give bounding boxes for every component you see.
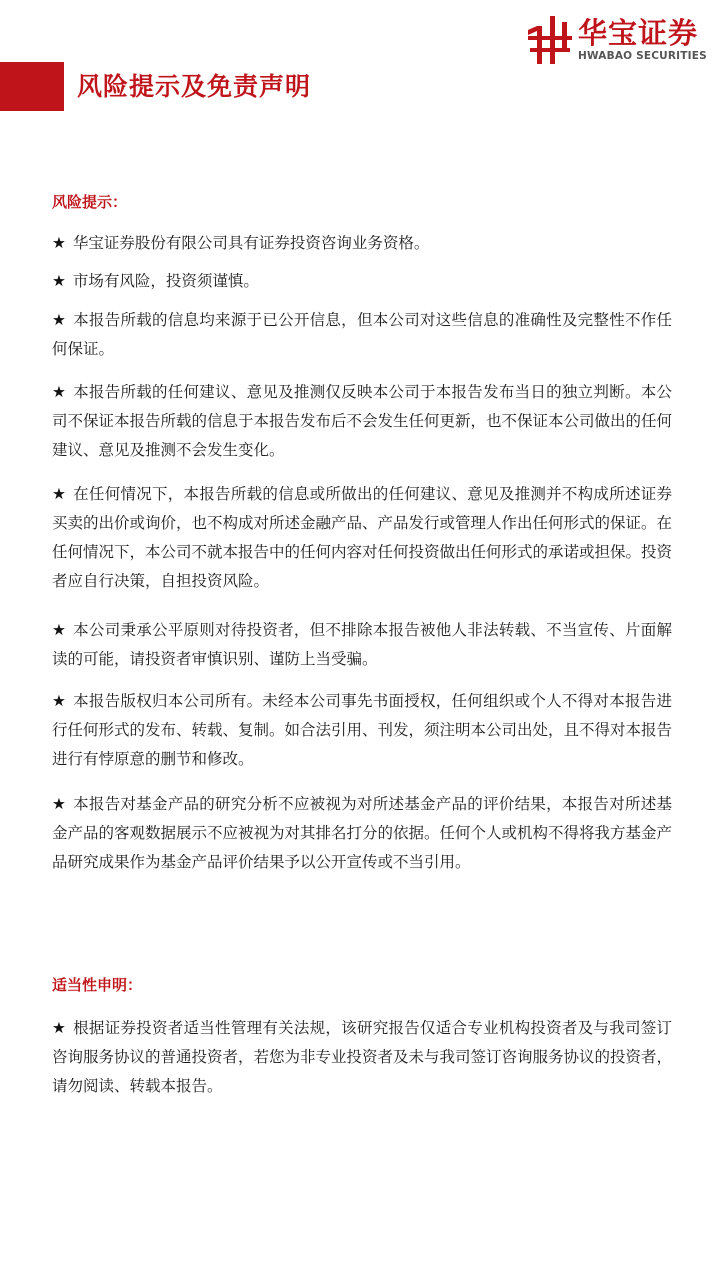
star-bullet-icon: ★ [52,795,66,813]
hwabao-logo-icon [528,16,572,64]
page-title: 风险提示及免责声明 [77,72,312,101]
risk-item-8: ★ 本报告对基金产品的研究分析不应被视为对所述基金产品的评价结果，本报告对所述基金产品的客观数据展示不应被视为对其排名打分的依据。任何个人或机构不得将我方基金产品研究成果作为基金产品评价结果予以公开宣传或不当引用。 [52,790,672,877]
star-bullet-icon: ★ [52,621,66,639]
title-accent-bar [0,62,64,111]
logo-chinese-name: 华宝证券 [578,16,699,50]
logo-english-name: HWABAO SECURITIES [578,50,707,62]
risk-item-6: ★ 本公司秉承公平原则对待投资者，但不排除本报告被他人非法转载、不当宣传、片面解读的可能，请投资者审慎识别、谨防上当受骗。 [52,616,672,674]
risk-item-7: ★ 本报告版权归本公司所有。未经本公司事先书面授权，任何组织或个人不得对本报告进行任何形式的发布、转载、复制。如合法引用、刊发，须注明本公司出处，且不得对本报告进行有悖原意的删节和修改。 [52,687,672,774]
risk-item-2: ★ 市场有风险，投资须谨慎。 [52,267,672,296]
star-bullet-icon: ★ [52,1019,66,1037]
risk-heading: 风险提示： [52,193,128,211]
star-bullet-icon: ★ [52,234,66,252]
suitability-heading: 适当性申明： [52,976,143,994]
star-bullet-icon: ★ [52,485,66,503]
star-bullet-icon: ★ [52,272,66,290]
risk-item-3: ★ 本报告所载的信息均来源于已公开信息，但本公司对这些信息的准确性及完整性不作任何保证。 [52,306,672,364]
suitability-item-1: ★ 根据证券投资者适当性管理有关法规，该研究报告仅适合专业机构投资者及与我司签订咨询服务协议的普通投资者，若您为非专业投资者及未与我司签订咨询服务协议的投资者，请勿阅读、转载本报告。 [52,1014,672,1101]
risk-item-4: ★ 本报告所载的任何建议、意见及推测仅反映本公司于本报告发布当日的独立判断。本公司不保证本报告所载的信息于本报告发布后不会发生任何更新，也不保证本公司做出的任何建议、意见及推测不会发生变化。 [52,378,672,465]
risk-item-1: ★ 华宝证券股份有限公司具有证券投资咨询业务资格。 [52,229,672,258]
star-bullet-icon: ★ [52,311,66,329]
star-bullet-icon: ★ [52,692,66,710]
risk-item-5: ★ 在任何情况下，本报告所载的信息或所做出的任何建议、意见及推测并不构成所述证券买卖的出价或询价，也不构成对所述金融产品、产品发行或管理人作出任何形式的保证。在任何情况下，本公司不就本报告中的任何内容对任何投资做出任何形式的承诺或担保。投资者应自行决策，自担投资风险。 [52,480,672,596]
star-bullet-icon: ★ [52,383,66,401]
company-logo [528,14,714,66]
